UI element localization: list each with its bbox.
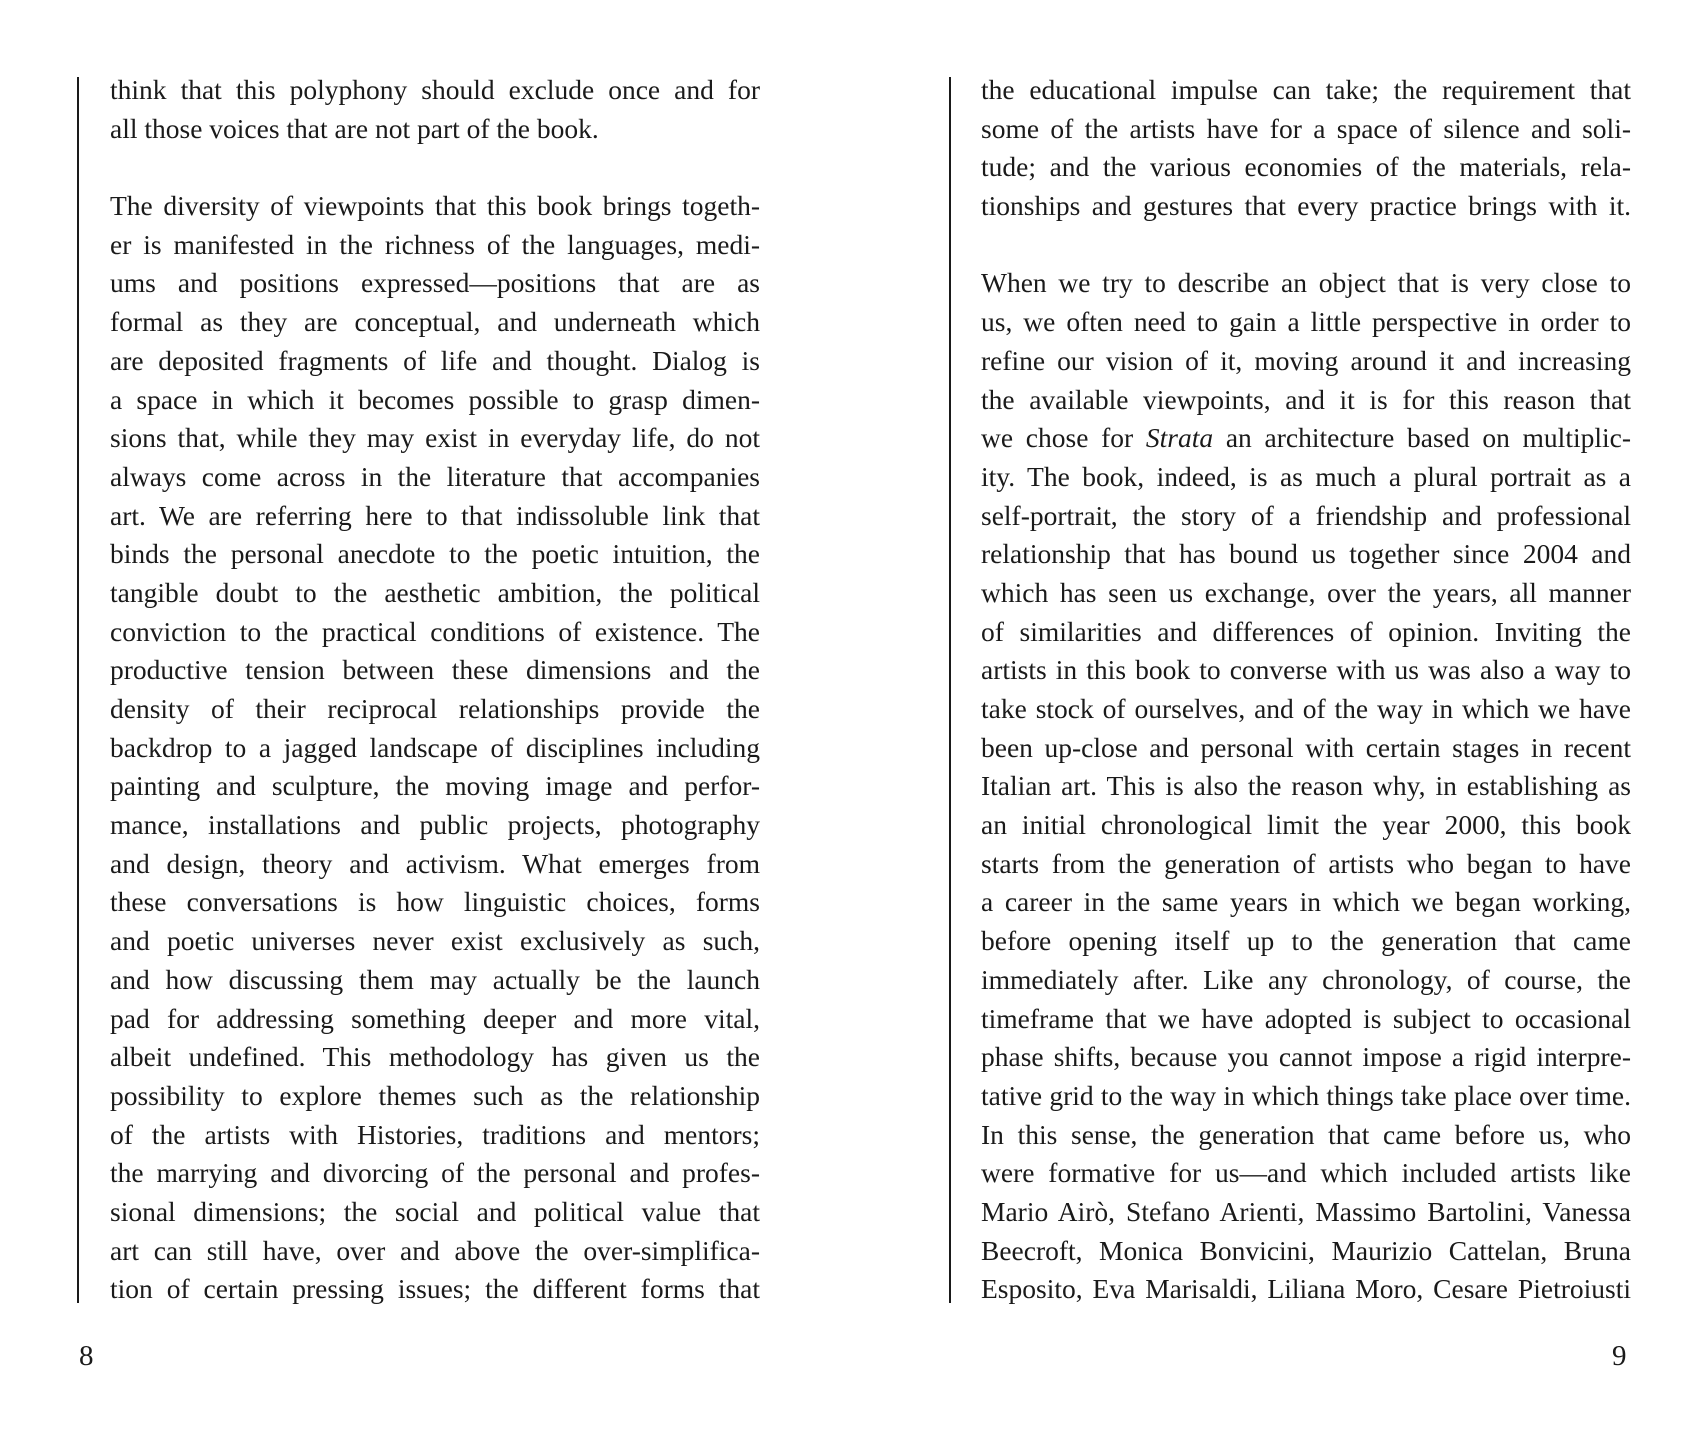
text-line: immediately after. Like any chronology, of course, the bbox=[981, 963, 1631, 995]
text-line: a space in which it becomes possible to grasp dimen- bbox=[110, 383, 760, 415]
text-line: art can still have, over and above the over-simplifica- bbox=[110, 1234, 760, 1266]
text-line: us, we often need to gain a little perspective in order to bbox=[981, 306, 1631, 338]
text-line: always come across in the literature that accompanies bbox=[110, 460, 760, 492]
text-segment: an architecture based on multiplic- bbox=[1213, 422, 1631, 454]
text-line: density of their reciprocal relationships provide the bbox=[110, 693, 760, 724]
text-line: think that this polyphony should exclude once and for bbox=[110, 74, 760, 105]
text-line: ity. The book, indeed, is as much a plural portrait as a bbox=[981, 460, 1631, 492]
text-line bbox=[981, 419, 1631, 458]
text-line: all those voices that are not part of the book. bbox=[110, 112, 599, 144]
text-line: sions that, while they may exist in everyday life, do not bbox=[110, 422, 760, 454]
text-line: er is manifested in the richness of the languages, medi- bbox=[110, 228, 760, 260]
text-line: refine our vision of it, moving around it and increasing bbox=[981, 344, 1631, 376]
text-line: ums and positions expressed—positions that are as bbox=[110, 267, 760, 299]
text-line: take stock of ourselves, and of the way in which we have bbox=[981, 693, 1631, 724]
text-line: phase shifts, because you cannot impose a rigid interpre- bbox=[981, 1041, 1631, 1073]
text-line: productive tension between these dimensions and the bbox=[110, 654, 760, 686]
left-page-number: 8 bbox=[79, 1340, 94, 1372]
text-line: conviction to the practical conditions of existence. The bbox=[110, 615, 760, 647]
text-line: albeit undefined. This methodology has given us the bbox=[110, 1041, 760, 1073]
text-line: and how discussing them may actually be the launch bbox=[110, 963, 760, 995]
text-line: an initial chronological limit the year 2000, this book bbox=[981, 809, 1631, 841]
paragraph-break bbox=[981, 226, 1631, 265]
left-margin-rule bbox=[77, 77, 79, 1303]
text-line: which has seen us exchange, over the years, all manner bbox=[981, 576, 1631, 608]
text-line: sional dimensions; the social and political value that bbox=[110, 1195, 760, 1227]
right-page-number: 9 bbox=[1612, 1340, 1627, 1372]
italic-title: Strata bbox=[1145, 422, 1214, 454]
text-line: relationship that has bound us together since 2004 and bbox=[981, 538, 1631, 570]
text-line: before opening itself up to the generation that came bbox=[981, 925, 1631, 957]
text-line: In this sense, the generation that came before us, who bbox=[981, 1118, 1631, 1150]
text-line: backdrop to a jagged landscape of disciplines including bbox=[110, 731, 760, 763]
text-line: timeframe that we have adopted is subject to occasional bbox=[981, 1002, 1631, 1034]
text-line: of similarities and differences of opinion. Inviting the bbox=[981, 615, 1631, 647]
text-line: tangible doubt to the aesthetic ambition, the political bbox=[110, 576, 760, 608]
text-line: tative grid to the way in which things take place over time. bbox=[981, 1079, 1631, 1111]
text-line: these conversations is how linguistic choices, forms bbox=[110, 886, 760, 918]
text-segment: we chose for bbox=[981, 422, 1146, 454]
right-margin-rule bbox=[949, 77, 951, 1303]
text-line: possibility to explore themes such as the relationship bbox=[110, 1079, 760, 1111]
text-line: Italian art. This is also the reason why, in establishing as bbox=[981, 770, 1631, 802]
text-line: been up-close and personal with certain stages in recent bbox=[981, 731, 1631, 763]
text-line: tude; and the various economies of the materials, rela- bbox=[981, 151, 1631, 183]
text-line: were formative for us—and which included artists like bbox=[981, 1157, 1631, 1189]
text-line: self-portrait, the story of a friendship and professional bbox=[981, 499, 1631, 531]
text-line: starts from the generation of artists who began to have bbox=[981, 847, 1631, 879]
text-line: pad for addressing something deeper and more vital, bbox=[110, 1002, 760, 1034]
right-page-text bbox=[981, 71, 1631, 1309]
paragraph-break bbox=[110, 148, 760, 187]
text-line: the marrying and divorcing of the personal and profes- bbox=[110, 1157, 760, 1189]
text-line: artists in this book to converse with us was also a way to bbox=[981, 654, 1631, 686]
text-line: some of the artists have for a space of silence and soli- bbox=[981, 112, 1631, 144]
text-line: are deposited fragments of life and thought. Dialog is bbox=[110, 344, 760, 376]
text-line: and design, theory and activism. What emerges from bbox=[110, 847, 760, 879]
text-line: Esposito, Eva Marisaldi, Liliana Moro, Cesare Pietroiusti bbox=[981, 1273, 1631, 1305]
text-line: binds the personal anecdote to the poetic intuition, the bbox=[110, 538, 760, 570]
text-line: a career in the same years in which we began working, bbox=[981, 886, 1631, 918]
text-line: painting and sculpture, the moving image and perfor- bbox=[110, 770, 760, 802]
text-line: tion of certain pressing issues; the different forms that bbox=[110, 1273, 760, 1305]
text-line: mance, installations and public projects, photography bbox=[110, 809, 760, 841]
text-line: and poetic universes never exist exclusively as such, bbox=[110, 925, 760, 957]
text-line: When we try to describe an object that is very close to bbox=[981, 267, 1631, 299]
text-line: Beecroft, Monica Bonvicini, Maurizio Cattelan, Bruna bbox=[981, 1234, 1631, 1266]
text-line: the available viewpoints, and it is for this reason that bbox=[981, 383, 1631, 415]
text-line: of the artists with Histories, traditions and mentors; bbox=[110, 1118, 760, 1150]
text-line: Mario Airò, Stefano Arienti, Massimo Bartolini, Vanessa bbox=[981, 1195, 1631, 1227]
text-line: formal as they are conceptual, and underneath which bbox=[110, 306, 760, 338]
text-line: tionships and gestures that every practice brings with it. bbox=[981, 190, 1631, 222]
text-line: The diversity of viewpoints that this book brings togeth- bbox=[110, 190, 760, 222]
left-page-text bbox=[110, 71, 760, 1309]
text-line: art. We are referring here to that indissoluble link that bbox=[110, 499, 760, 531]
text-line: the educational impulse can take; the requirement that bbox=[981, 74, 1631, 105]
